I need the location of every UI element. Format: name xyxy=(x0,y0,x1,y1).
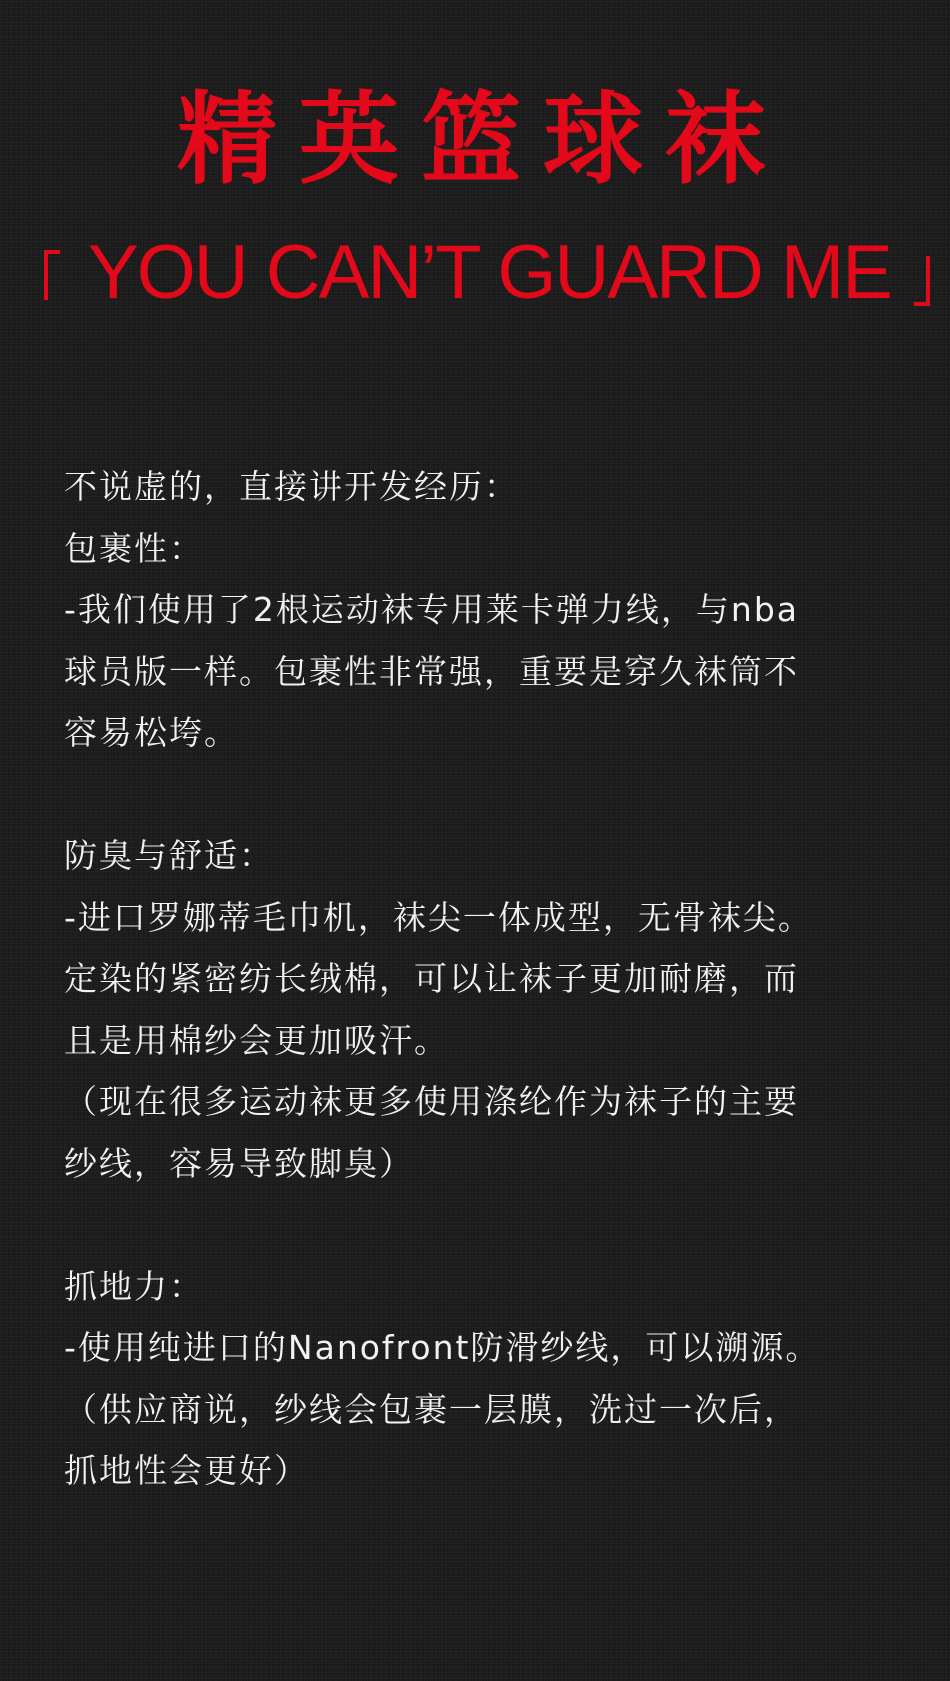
open-corner-bracket xyxy=(44,250,60,300)
section-heading-wrap: 包裹性： xyxy=(64,528,204,568)
section-heading-odor: 防臭与舒适： xyxy=(64,836,274,875)
intro-line: 不说虚的，直接讲开发经历： xyxy=(64,467,519,506)
spacer xyxy=(64,764,904,826)
section-line: -进口罗娜蒂毛巾机，袜尖一体成型，无骨袜尖。 xyxy=(64,897,813,937)
section-heading-grip: 抓地力： xyxy=(64,1266,204,1306)
page-title: 精英篮球袜 xyxy=(177,81,787,198)
section-line: 且是用棉纱会更加吸汗。 xyxy=(64,1020,449,1060)
slogan-text: YOU CAN’T GUARD ME xyxy=(88,230,891,315)
slogan xyxy=(0,228,950,318)
section-line: 球员版一样。包裹性非常强，重要是穿久袜筒不 xyxy=(64,651,799,691)
section-line: 纱线，容易导致脚臭） xyxy=(64,1143,414,1183)
section-line: -使用纯进口的Nanofront防滑纱线，可以溯源。 xyxy=(64,1328,821,1367)
description-text xyxy=(64,456,904,1502)
section-line: 定染的紧密纺长绒棉，可以让袜子更加耐磨，而 xyxy=(64,959,799,998)
section-line: （现在很多运动袜更多使用涤纶作为袜子的主要 xyxy=(64,1082,799,1121)
spacer xyxy=(64,1194,904,1256)
section-line: 容易松垮。 xyxy=(64,713,239,752)
section-line: -我们使用了2根运动袜专用莱卡弹力线，与nba xyxy=(64,590,799,629)
section-line: （供应商说，纱线会包裹一层膜，洗过一次后， xyxy=(64,1389,799,1429)
section-line: 抓地性会更好） xyxy=(64,1451,309,1490)
close-corner-bracket xyxy=(914,256,930,306)
